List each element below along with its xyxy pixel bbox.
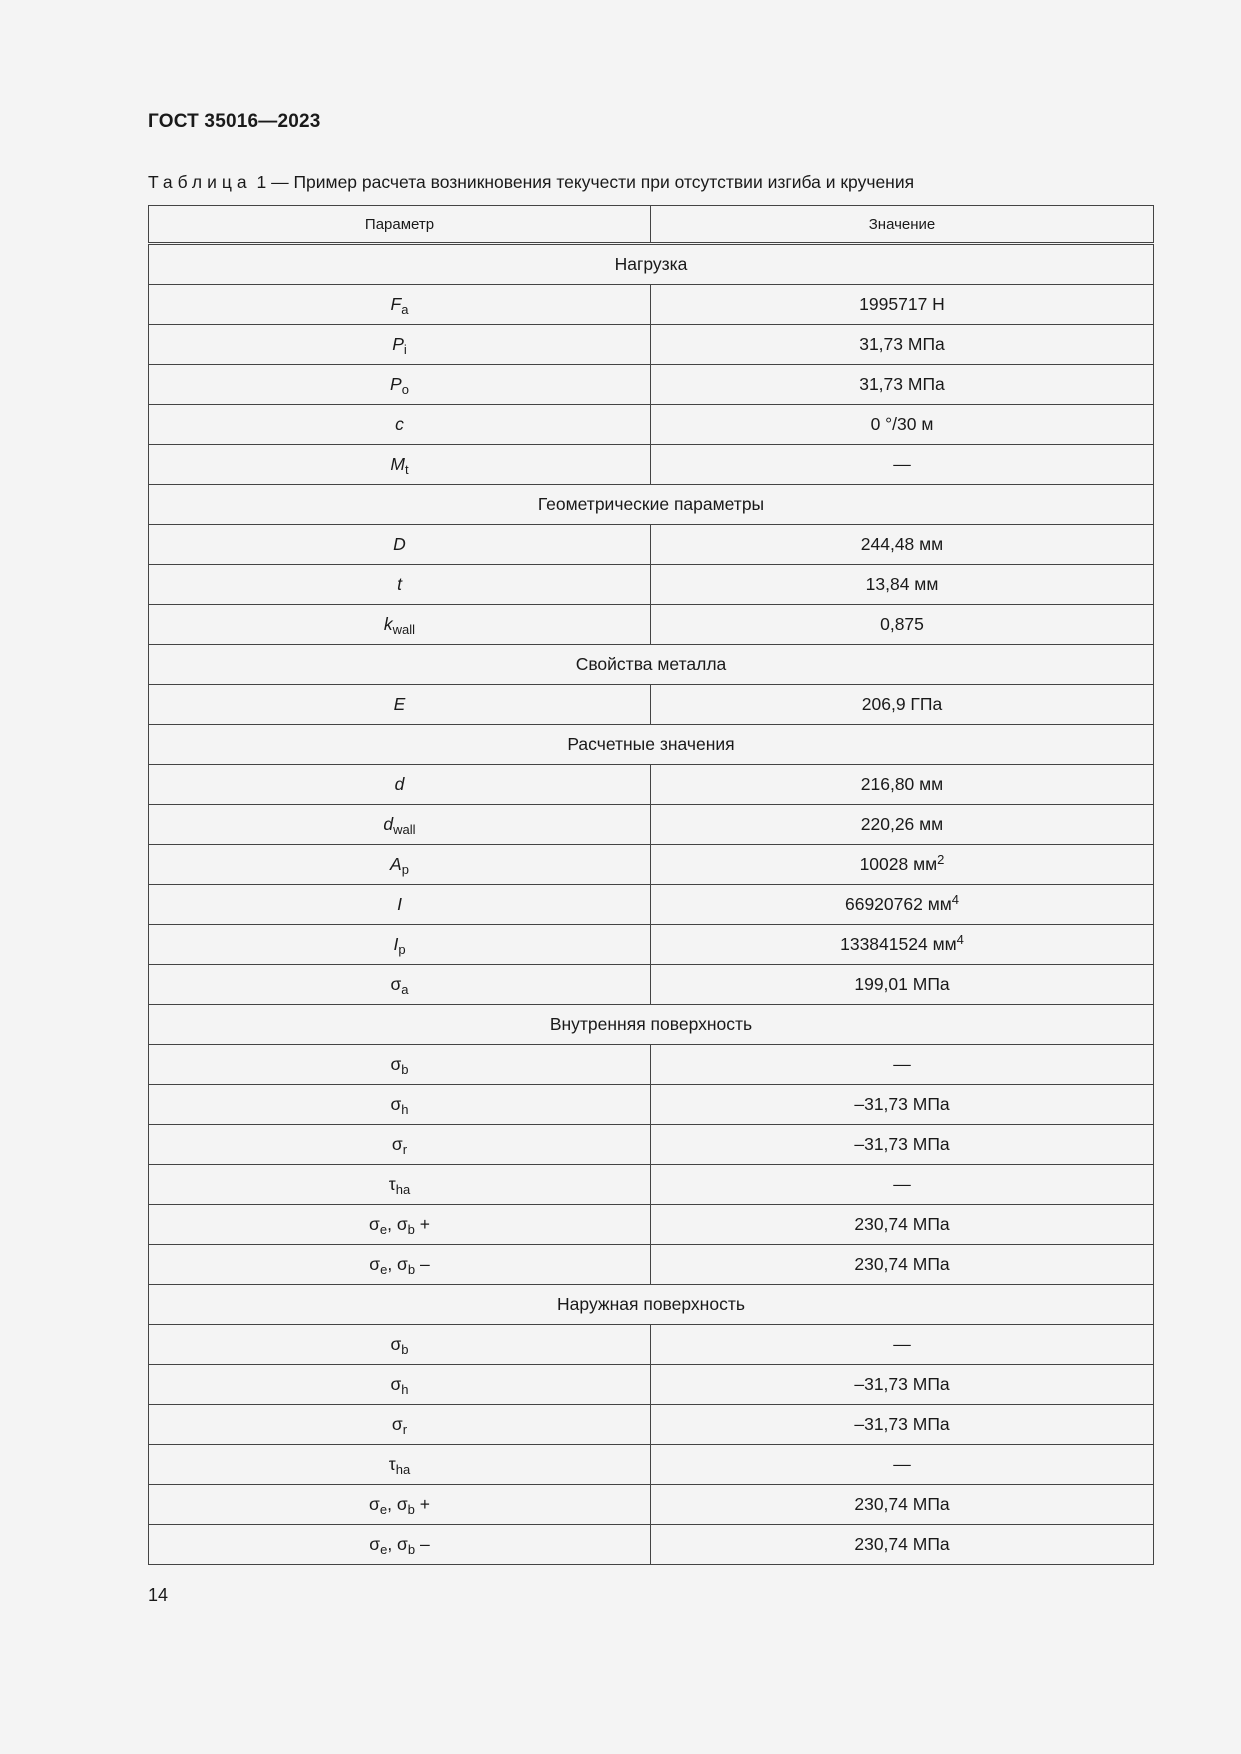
table-row: [149, 365, 1154, 405]
parameter-cell: [149, 605, 651, 645]
parameter-subscript: wall: [393, 822, 416, 837]
value-cell: [651, 1125, 1154, 1165]
table-row: [149, 805, 1154, 845]
table-row: [149, 1445, 1154, 1485]
table-row: [149, 1365, 1154, 1405]
parameter-cell: [149, 765, 651, 805]
value-text: 244,48 мм: [860, 534, 944, 554]
section-title: Нагрузка: [149, 244, 1154, 285]
value-cell: [651, 1165, 1154, 1205]
parameter-subscript-2: b: [407, 1542, 416, 1557]
value-text: —: [893, 454, 911, 474]
page-number: 14: [148, 1585, 169, 1605]
parameter-cell: [149, 445, 651, 485]
parameter-suffix: +: [414, 1214, 430, 1234]
value-text: —: [893, 1334, 911, 1354]
value-text: —: [893, 1054, 911, 1074]
value-text: 13,84 мм: [865, 574, 939, 594]
parameter-symbol: M: [390, 454, 405, 474]
caption-label: Таблица: [148, 172, 252, 192]
value-text: 230,74 МПа: [854, 1254, 950, 1274]
parameter-cell: [149, 405, 651, 445]
value-text: 133841524 мм: [840, 934, 957, 954]
value-cell: [651, 845, 1154, 885]
value-cell: [651, 365, 1154, 405]
parameter-suffix: –: [415, 1254, 430, 1274]
parameter-symbol: t: [397, 574, 402, 594]
value-cell: [651, 1245, 1154, 1285]
value-cell: [651, 1365, 1154, 1405]
value-text: 31,73 МПа: [859, 334, 945, 354]
table-body: [149, 206, 1154, 1565]
value-cell: [651, 1485, 1154, 1525]
parameter-cell: [149, 805, 651, 845]
parameter-symbol: P: [392, 334, 404, 354]
value-cell: [651, 405, 1154, 445]
value-cell: [651, 605, 1154, 645]
section-title: Наружная поверхность: [149, 1285, 1154, 1325]
value-cell: [651, 1405, 1154, 1445]
parameter-symbol: I: [393, 934, 399, 954]
table-row: [149, 1085, 1154, 1125]
value-cell: [651, 285, 1154, 325]
value-cell: [651, 1325, 1154, 1365]
section-row: [149, 244, 1154, 285]
value-text: –31,73 МПа: [854, 1374, 950, 1394]
section-title: Расчетные значения: [149, 725, 1154, 765]
parameter-subscript-2: b: [407, 1502, 415, 1517]
parameter-symbol-2: , σ: [387, 1214, 408, 1234]
section-row: [149, 645, 1154, 685]
parameter-symbol: σ: [390, 974, 402, 994]
parameter-subscript: b: [401, 1342, 409, 1357]
calculation-table: [148, 205, 1154, 1565]
parameter-cell: [149, 525, 651, 565]
parameter-symbol: τ: [388, 1454, 396, 1474]
caption-number: 1: [256, 172, 267, 192]
parameter-subscript: e: [379, 1502, 388, 1517]
value-cell: [651, 565, 1154, 605]
table-header-row: [149, 206, 1154, 244]
parameter-symbol: D: [393, 534, 406, 554]
value-cell: [651, 885, 1154, 925]
table-row: [149, 1045, 1154, 1085]
value-text: 1995717 Н: [859, 294, 945, 314]
table-row: [149, 965, 1154, 1005]
parameter-symbol-2: , σ: [387, 1254, 408, 1274]
parameter-cell: [149, 925, 651, 965]
table-row: [149, 1485, 1154, 1525]
parameter-symbol: σ: [390, 1374, 402, 1394]
section-title: Внутренняя поверхность: [149, 1005, 1154, 1045]
table-row: [149, 325, 1154, 365]
parameter-cell: [149, 1485, 651, 1525]
column-header-param: Параметр: [149, 206, 651, 244]
value-text: 230,74 МПа: [854, 1534, 950, 1554]
value-text: 199,01 МПа: [854, 974, 950, 994]
parameter-subscript: ha: [395, 1182, 411, 1197]
value-text: 0,875: [880, 614, 924, 634]
value-text: –31,73 МПа: [854, 1094, 950, 1114]
table-row: [149, 1205, 1154, 1245]
value-text: 220,26 мм: [860, 814, 944, 834]
parameter-cell: [149, 1205, 651, 1245]
parameter-symbol: σ: [369, 1534, 381, 1554]
parameter-subscript: h: [401, 1102, 409, 1117]
parameter-symbol: σ: [369, 1494, 380, 1514]
value-cell: [651, 1525, 1154, 1565]
value-cell: [651, 445, 1154, 485]
parameter-cell: [149, 1045, 651, 1085]
value-text: –31,73 МПа: [854, 1134, 950, 1154]
parameter-cell: [149, 285, 651, 325]
value-text: 66920762 мм: [844, 894, 952, 914]
table-row: [149, 1325, 1154, 1365]
parameter-cell: [149, 1445, 651, 1485]
value-cell: [651, 765, 1154, 805]
parameter-symbol: σ: [390, 1334, 402, 1354]
parameter-subscript: i: [403, 342, 407, 357]
value-cell: [651, 1085, 1154, 1125]
table-row: [149, 925, 1154, 965]
parameter-subscript: o: [401, 382, 409, 397]
table-row: [149, 285, 1154, 325]
parameter-symbol-2: , σ: [387, 1494, 408, 1514]
parameter-symbol: k: [383, 614, 393, 634]
parameter-symbol: c: [395, 414, 404, 434]
value-text: 31,73 МПа: [859, 374, 945, 394]
parameter-subscript: t: [404, 462, 409, 477]
parameter-symbol: σ: [369, 1254, 381, 1274]
value-text: 0 °/30 м: [870, 414, 934, 434]
parameter-symbol: σ: [391, 1134, 403, 1154]
parameter-cell: [149, 1325, 651, 1365]
parameter-cell: [149, 1405, 651, 1445]
parameter-symbol: F: [390, 294, 402, 314]
table-row: [149, 405, 1154, 445]
parameter-subscript: r: [402, 1422, 408, 1437]
parameter-subscript: ha: [395, 1462, 411, 1477]
parameter-symbol-2: , σ: [387, 1534, 408, 1554]
parameter-suffix: +: [414, 1494, 430, 1514]
parameter-cell: [149, 1365, 651, 1405]
parameter-subscript: a: [401, 302, 409, 317]
parameter-cell: [149, 365, 651, 405]
parameter-subscript-2: b: [407, 1222, 415, 1237]
parameter-cell: [149, 685, 651, 725]
value-cell: [651, 325, 1154, 365]
table-row: [149, 1405, 1154, 1445]
parameter-cell: [149, 565, 651, 605]
section-row: [149, 1285, 1154, 1325]
parameter-cell: [149, 1245, 651, 1285]
caption-text: — Пример расчета возникновения текучести при отсутствии изгиба и кручения: [266, 172, 915, 192]
value-text: 10028 мм: [859, 854, 938, 874]
parameter-symbol: d: [383, 814, 394, 834]
parameter-subscript: wall: [392, 622, 416, 637]
value-text: —: [893, 1174, 911, 1194]
parameter-cell: [149, 1125, 651, 1165]
value-superscript: 4: [956, 932, 964, 947]
parameter-cell: [149, 1165, 651, 1205]
parameter-cell: [149, 1525, 651, 1565]
parameter-symbol: σ: [390, 1094, 402, 1114]
table-row: [149, 1245, 1154, 1285]
section-row: [149, 1005, 1154, 1045]
parameter-subscript-2: b: [407, 1262, 416, 1277]
table-row: [149, 445, 1154, 485]
value-text: 206,9 ГПа: [861, 694, 943, 714]
parameter-cell: [149, 965, 651, 1005]
parameter-cell: [149, 325, 651, 365]
parameter-symbol: σ: [391, 1414, 403, 1434]
parameter-symbol: d: [394, 774, 405, 794]
table-row: [149, 885, 1154, 925]
document-code: ГОСТ 35016—2023: [148, 111, 321, 132]
parameter-symbol: σ: [369, 1214, 380, 1234]
table-row: [149, 765, 1154, 805]
value-cell: [651, 1045, 1154, 1085]
parameter-subscript: e: [380, 1262, 388, 1277]
parameter-cell: [149, 885, 651, 925]
value-cell: [651, 925, 1154, 965]
parameter-subscript: p: [398, 942, 406, 957]
parameter-symbol: σ: [390, 1054, 402, 1074]
parameter-symbol: P: [390, 374, 402, 394]
table-row: [149, 685, 1154, 725]
parameter-subscript: b: [401, 1062, 409, 1077]
value-text: 230,74 МПа: [854, 1494, 950, 1514]
parameter-symbol: A: [390, 854, 402, 874]
value-cell: [651, 805, 1154, 845]
table-row: [149, 1125, 1154, 1165]
section-row: [149, 725, 1154, 765]
value-text: —: [893, 1454, 911, 1474]
value-text: –31,73 МПа: [854, 1414, 950, 1434]
parameter-subscript: p: [401, 862, 409, 877]
column-header-value: Значение: [651, 206, 1154, 244]
parameter-symbol: I: [397, 894, 402, 914]
table-row: [149, 525, 1154, 565]
parameter-subscript: e: [380, 1542, 388, 1557]
table-row: [149, 1165, 1154, 1205]
table-row: [149, 565, 1154, 605]
parameter-suffix: –: [415, 1534, 430, 1554]
table-row: [149, 605, 1154, 645]
parameter-cell: [149, 845, 651, 885]
parameter-symbol: τ: [388, 1174, 396, 1194]
value-text: 230,74 МПа: [854, 1214, 950, 1234]
parameter-symbol: E: [393, 694, 406, 714]
value-cell: [651, 1445, 1154, 1485]
parameter-subscript: a: [401, 982, 409, 997]
parameter-subscript: e: [379, 1222, 388, 1237]
section-title: Геометрические параметры: [149, 485, 1154, 525]
value-cell: [651, 685, 1154, 725]
table-row: [149, 845, 1154, 885]
parameter-subscript: r: [402, 1142, 408, 1157]
value-cell: [651, 525, 1154, 565]
value-superscript: 4: [951, 892, 960, 907]
parameter-subscript: h: [401, 1382, 409, 1397]
table-caption: [148, 172, 914, 193]
section-row: [149, 485, 1154, 525]
table-row: [149, 1525, 1154, 1565]
value-text: 216,80 мм: [860, 774, 944, 794]
value-cell: [651, 1205, 1154, 1245]
value-superscript: 2: [937, 852, 945, 867]
value-cell: [651, 965, 1154, 1005]
section-title: Свойства металла: [149, 645, 1154, 685]
parameter-cell: [149, 1085, 651, 1125]
